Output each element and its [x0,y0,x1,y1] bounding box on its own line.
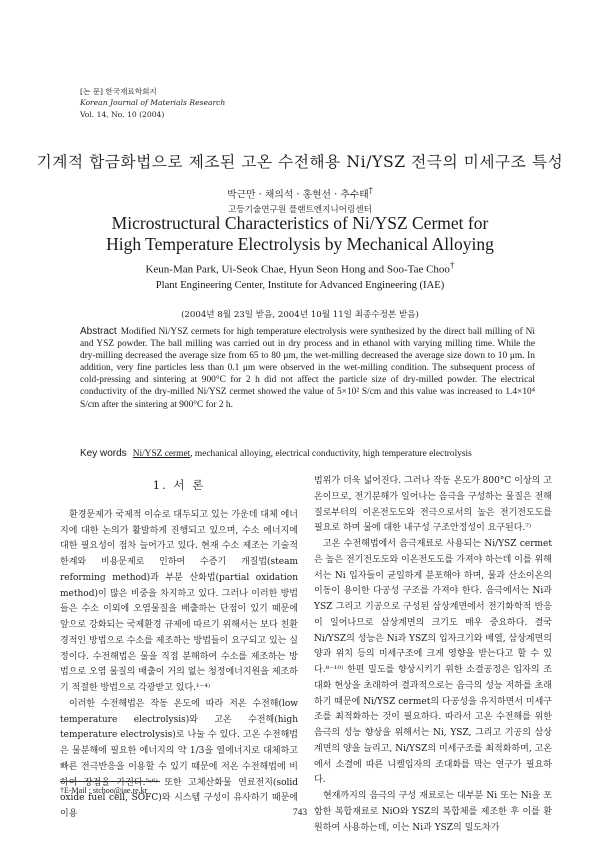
abstract-label: Abstract [80,326,117,337]
journal-line-3: Vol. 14, No. 10 (2004) [80,109,165,119]
corresponding-mark-ko: † [368,185,373,195]
title-korean: 기계적 합금화법으로 제조된 고온 수전해용 Ni/YSZ 전극의 미세구조 특성 [36,153,564,171]
authors-english [0,260,600,276]
body-column-left [60,478,298,823]
abstract [80,326,535,411]
authors-korean [0,185,600,200]
paragraph: 범위가 더욱 넓어진다. 그러나 작동 온도가 800°C 이상의 고온이므로, 전기분해가 일어나는 음극을 구성하는 물질은 전해질로부터의 이온전도도와 전극으로서의 높은 전기전도도를 필요로 하며 물에 대한 내구성 구조안정성이 요구된다.⁷⁾ [314,476,552,534]
journal-line-1: [논 문] 한국재료학회지 [80,87,157,96]
body-column-right [314,474,552,836]
corresponding-mark-en: † [449,260,455,270]
authors-korean-names: 박근만 · 채의석 · 홍현선 · 추수태 [227,189,369,201]
section-title-introduction: 1. 서 론 [152,478,206,492]
title-english [0,213,600,255]
received-dates: (2004년 8월 23일 받음, 2004년 10월 11일 최종수정본 받음) [181,310,419,320]
affiliation-korean: 고등기술연구원 플랜트엔지니어링센터 [228,205,372,215]
keywords-label: Key words [80,448,127,459]
paragraph: 현재까지의 음극의 구성 재료로는 대부분 Ni 또는 Ni을 포함한 복합재료로 NiO와 YSZ의 복합체를 제조한 후 이를 환원하여 사용하는데, 이는 Ni과 YSZ의 밀도차가 [314,791,552,833]
keywords [80,448,540,459]
journal-line-2: Korean Journal of Materials Research [80,98,226,108]
authors-english-names: Keun-Man Park, Ui-Seok Chae, Hyun Seon Hong and Soo-Tae Choo [145,263,450,276]
title-english-line-1: Microstructural Characteristics of Ni/YSZ Cermet for [111,213,489,233]
paragraph: 고온 수전해법에서 음극재료로 사용되는 Ni/YSZ cermet은 높은 전기전도도와 이온전도도를 가져야 하는데 이를 위해서는 Ni 입자들이 균일하게 분포해야 하며, 물과 산소이온의 이동이 용이한 다공성 구조를 가져야 한다. 음극에서는 Ni과 YSZ 그리고 기공으로 구성된 삼상계면에서 전기화학적 반응이 일어나므로 삼상계면의 크기도 매우 중요하다. 결국 Ni/YSZ의 성능은 Ni과 YSZ의 입자크기와 배열, 삼상계면의 양과 위치 등의 미세구조에 크게 영향을 받는다고 할 수 있다.⁸⁻¹⁰⁾ 한편 밀도를 향상시키기 위한 소결공정은 입자의 조대화 현상을 초래하여 결과적으로는 음극의 성능 저하를 초래하기 때문에 Ni/YSZ cermet의 다공성을 유지하면서 미세구조를 최적화하는 것이 필요하다. 따라서 고온 수전해를 위한 음극의 성능 향상을 위해서는 Ni, YSZ, 그리고 기공의 삼상계면의 양을 늘리고, Ni/YSZ의 미세구조를 최적화하며, 고온에서 소결에 따른 니켈입자의 조대화를 막는 연구가 필요하다. [314,539,552,786]
title-english-line-2: High Temperature Electrolysis by Mechanical Alloying [106,234,494,254]
paragraph: 이러한 수전해법은 작동 온도에 따라 저온 수전해(low temperature electrolysis)와 고온 수전해(high temperature electrolysis)로 나눌 수 있다. 고온 수전해법은 물분해에 필요한 에너지의 약 1/3을 열에너지로 대체하고 빠른 전극반응을 이용할 수 있기 때문에 저온 수전해법에 비하여 장점을 가진다.⁵˒⁶⁾ 또한 고체산화물 연료전지(solid oxide fuel cell, SOFC)와 시스템 구성이 유사하기 때문에 이용 [60,698,298,819]
journal-header [80,86,225,120]
footnote-email: †E-Mail : stchoo@iae.re.kr [60,786,148,795]
footnote-divider [60,781,160,782]
affiliation-english: Plant Engineering Center, Institute for Advanced Engineering (IAE) [155,280,445,291]
keywords-rest: , mechanical alloying, electrical conductivity, high temperature electrolysis [190,449,472,459]
abstract-text: Modified Ni/YSZ cermets for high temperature electrolysis were synthesized by the direct ball milling of Ni and YSZ powder. The ball milling was carried out in dry process and in ethanol with varying milling time. While the dry-milling decreased the average size from 65 to 80 μm, the wet-milling decreased the average size down to 10 μm. In addition, very fine particles less than 0.1 μm were observed in the wet-milling condition. The subsequent process of cold-pressing and sintering at 900°C for 2 h did not affect the particle size of dry-milled powder. The electrical conductivity of the dry-milled Ni/YSZ cermet showed the value of 5×10² S/cm and this value was increased to 1.4×10⁴ S/cm after the sintering at 900°C for 2 h. [80,327,535,410]
page-number: 743 [292,808,308,818]
paragraph: 환경문제가 국제적 이슈로 대두되고 있는 가운데 대체 에너지에 대한 논의가 활발하게 진행되고 있으며, 수소 에너지에 대한 필요성이 점차 늘어가고 있다. 현재 수소 제조는 기술적 한계와 비용문제로 인하여 수증기 개질법(steam reforming method)과 부분 산화법(partial oxidation method)이 많은 비중을 차지하고 있다. 그러나 이러한 방법들은 수소 이외에 오염물질을 배출하는 단점이 있기 때문에 앞으로 강화되는 국제환경 규제에 따르기 위해서는 보다 친환경적인 방법으로 수소를 제조하는 방법들이 요구되고 있는 실정이다. 수전해법은 물을 직접 분해하여 수소를 제조하는 방법으로 오염 물질의 배출이 거의 없는 청정에너지원을 제조하기 적절한 방법으로 각광받고 있다.¹⁻⁴⁾ [60,509,298,693]
keyword-first: Ni/YSZ cermet [132,449,191,459]
